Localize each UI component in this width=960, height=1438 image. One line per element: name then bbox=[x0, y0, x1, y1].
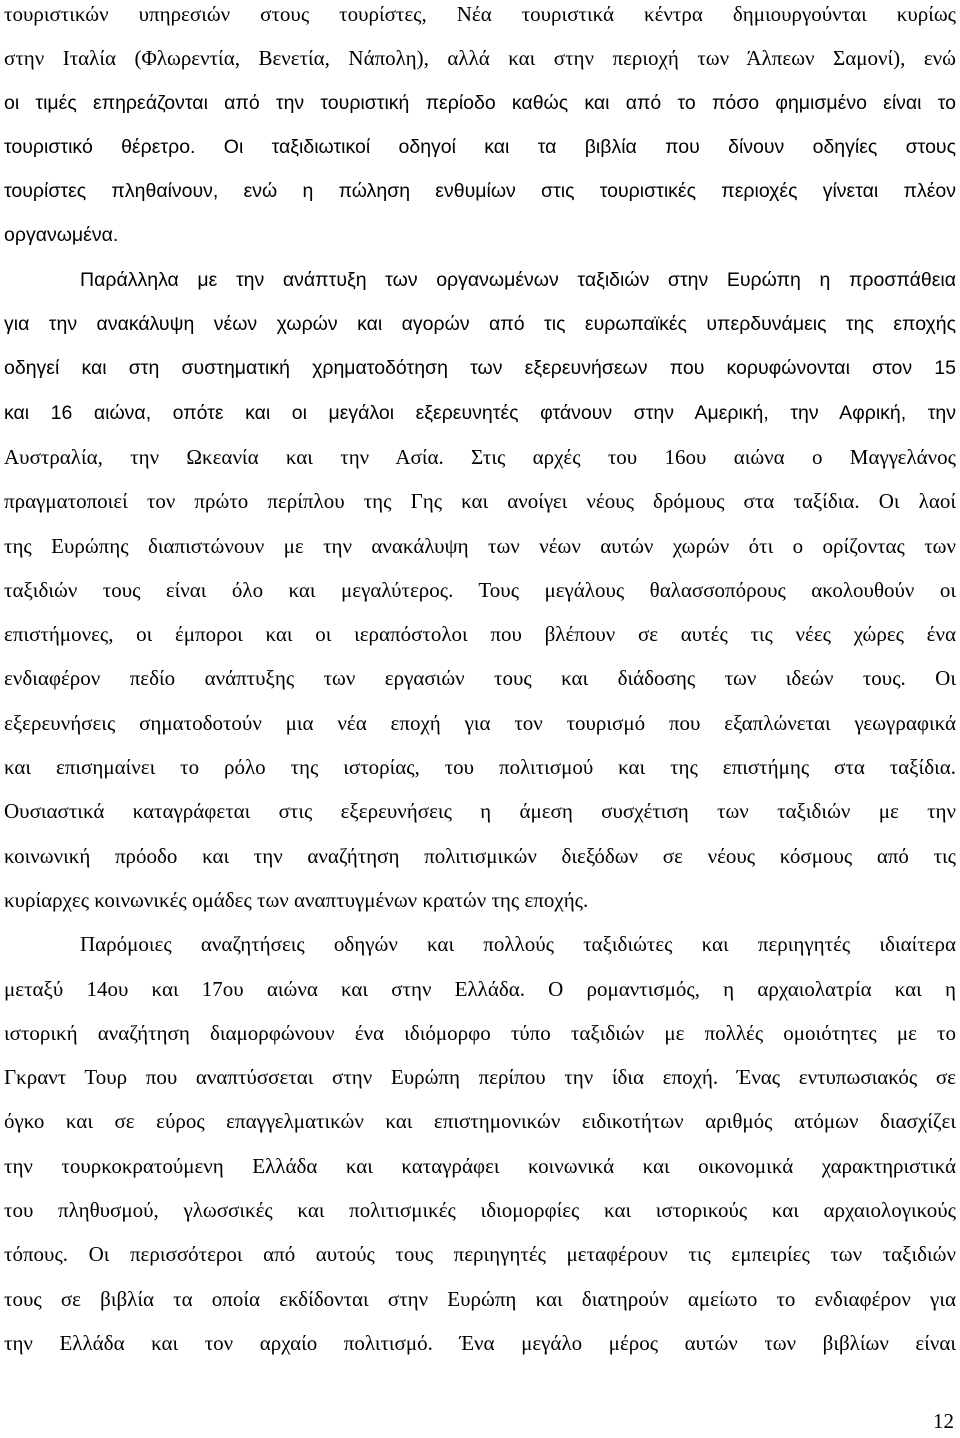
text-line: εξερευνήσεις σηματοδοτούν μια νέα εποχή για τον τουρισμό που εξαπλώνεται γεωγραφικά bbox=[4, 710, 956, 735]
text-line: την Ελλάδα και τον αρχαίο πολιτισμό. Ένα μεγάλο μέρος αυτών των βιβλίων είναι bbox=[4, 1330, 956, 1355]
text-line: Παράλληλα με την ανάπτυξη των οργανωμένων ταξιδιών στην Ευρώπη η προσπάθεια bbox=[80, 268, 956, 291]
text-line: οργανωμένα. bbox=[4, 224, 119, 247]
text-line: Γκραντ Τουρ που αναπτύσσεται στην Ευρώπη περίπου την ίδια εποχή. Ένας εντυπωσιακός σε bbox=[4, 1065, 956, 1090]
text-line: επιστήμονες, οι έμποροι και οι ιεραπόστολοι που βλέπουν σε αυτές τις νέες χώρες ένα bbox=[4, 622, 956, 647]
text-line: της Ευρώπης διαπιστώνουν με την ανακάλυψη των νέων αυτών χωρών ότι ο ορίζοντας των bbox=[4, 533, 956, 558]
text-line: ιστορική αναζήτηση διαμορφώνουν ένα ιδιόμορφο τύπο ταξιδιών με πολλές ομοιότητες με το bbox=[4, 1020, 956, 1045]
text-line: και 16 αιώνα, οπότε και οι μεγάλοι εξερευνητές φτάνουν στην Αμερική, την Αφρική, την bbox=[4, 401, 956, 424]
text-line: όγκο και σε εύρος επαγγελματικών και επιστημονικών ειδικοτήτων αριθμός ατόμων διασχίζει bbox=[4, 1109, 956, 1134]
text-line: πραγματοποιεί τον πρώτο περίπλου της Γης και ανοίγει νέους δρόμους στα ταξίδια. Οι λαοί bbox=[4, 489, 956, 514]
text-line: κοινωνική πρόοδο και την αναζήτηση πολιτισμικών διεξόδων σε νέους κόσμους από τις bbox=[4, 843, 956, 868]
text-line: τόπους. Οι περισσότεροι από αυτούς τους περιηγητές μεταφέρουν τις εμπειρίες των ταξιδιών bbox=[4, 1242, 956, 1267]
text-line: του πληθυσμού, γλωσσικές και πολιτισμικές ιδιομορφίες και ιστορικούς και αρχαιολογικούς bbox=[4, 1198, 956, 1223]
text-line: τουρίστες πληθαίνουν, ενώ η πώληση ενθυμίων στις τουριστικές περιοχές γίνεται πλέον bbox=[4, 180, 956, 203]
text-line: για την ανακάλυψη νέων χωρών και αγορών από τις ευρωπαϊκές υπερδυνάμεις της εποχής bbox=[4, 313, 956, 336]
text-line: τους σε βιβλία τα οποία εκδίδονται στην Ευρώπη και διατηρούν αμείωτο το ενδιαφέρον για bbox=[4, 1286, 956, 1311]
text-line: τουριστικών υπηρεσιών στους τουρίστες, Νέα τουριστικά κέντρα δημιουργούνται κυρίως bbox=[4, 2, 956, 26]
text-line: ενδιαφέρον πεδίο ανάπτυξης των εργασιών τους και διάδοσης των ιδεών τους. Οι bbox=[4, 666, 956, 691]
text-line: οδηγεί και στη συστηματική χρηματοδότηση των εξερευνήσεων που κορυφώνονται στον 15 bbox=[4, 357, 956, 380]
text-line: τουριστικό θέρετρο. Οι ταξιδιωτικοί οδηγοί και τα βιβλία που δίνουν οδηγίες στους bbox=[4, 135, 956, 158]
text-line: Ουσιαστικά καταγράφεται στις εξερευνήσεις η άμεση συσχέτιση των ταξιδιών με την bbox=[4, 799, 956, 824]
text-line: Παρόμοιες αναζητήσεις οδηγών και πολλούς ταξιδιώτες και περιηγητές ιδιαίτερα bbox=[80, 932, 956, 957]
text-line: μεταξύ 14ου και 17ου αιώνα και στην Ελλάδα. Ο ρομαντισμός, η αρχαιολατρία και η bbox=[4, 976, 956, 1001]
document-page bbox=[4, 0, 956, 1365]
text-line: κυρίαρχες κοινωνικές ομάδες των αναπτυγμένων κρατών της εποχής. bbox=[4, 887, 589, 912]
text-line: την τουρκοκρατούμενη Ελλάδα και καταγράφει κοινωνικά και οικονομικά χαρακτηριστικά bbox=[4, 1153, 956, 1178]
text-line: στην Ιταλία (Φλωρεντία, Βενετία, Νάπολη), αλλά και στην περιοχή των Άλπεων Σαμονί), ενώ bbox=[4, 46, 956, 71]
text-line: ταξιδιών τους είναι όλο και μεγαλύτερος. Τους μεγάλους θαλασσοπόρους ακολουθούν οι bbox=[4, 577, 956, 602]
text-line: και επισημαίνει το ρόλο της ιστορίας, του πολιτισμού και της επιστήμης στα ταξίδια. bbox=[4, 755, 956, 780]
page-number: 12 bbox=[933, 1409, 954, 1433]
text-line: Αυστραλία, την Ωκεανία και την Ασία. Στις αρχές του 16ου αιώνα ο Μαγγελάνος bbox=[4, 444, 956, 469]
text-line: οι τιμές επηρεάζονται από την τουριστική περίοδο καθώς και από το πόσο φημισμένο είναι το bbox=[4, 91, 956, 114]
